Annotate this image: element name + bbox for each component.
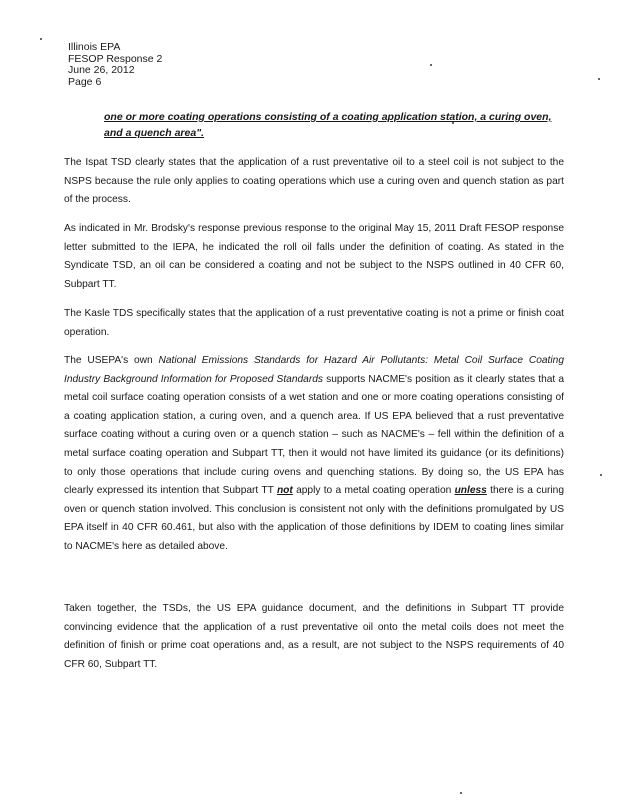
- p4-emphasis-not: not: [276, 485, 293, 497]
- p4-text-c: apply to a metal coating operation: [292, 485, 455, 497]
- p4-emphasis-unless: unless: [454, 485, 487, 497]
- scan-speck: [600, 474, 602, 476]
- header-page-number: Page 6: [68, 75, 102, 88]
- paragraph-usepa-guidance: [64, 352, 564, 557]
- paragraph-brodsky-response: As indicated in Mr. Brodsky's response previous response to the original May 15, 2011 Draft FESOP response letter submitted to the IEPA, he indicated the roll oil falls under the definition of coating. As stated in the Syndicate TSD, an oil can be considered a coating and not be subject to the NSPS outlined in 40 CFR 60, Subpart TT.: [64, 223, 564, 290]
- paragraph-kasle-tds: The Kasle TDS specifically states that the application of a rust preventative coating is not a prime or finish coat operation.: [64, 308, 564, 338]
- scan-speck: [598, 78, 600, 80]
- p4-text-d: there is a curing oven or quench station involved. This conclusion is consistent not only with the definitions promulgated by US EPA itself in 40 CFR 60.461, but also with the application of those definitions by IDEM to coating lines similar to NACME's here as detailed above.: [64, 485, 565, 552]
- quoted-definition: one or more coating operations consisting of a coating application station, a curing oven, and a quench area".: [104, 111, 552, 139]
- paragraph-conclusion: Taken together, the TSDs, the US EPA guidance document, and the definitions in Subpart TT provide convincing evidence that the application of a rust preventative oil onto the metal coils does not meet the definition of finish or prime coat operations and, as a result, are not subject to the NSPS requirements of 40 CFR 60, Subpart TT.: [64, 603, 564, 670]
- p4-text-a: The USEPA's own: [64, 355, 159, 366]
- scan-speck: [40, 38, 42, 40]
- p4-text-b: supports NACME's position as it clearly states that a metal coil surface coating operation consists of a wet station and one or more coating operations consisting of a coating application station, a curing oven, and a quench area. If US EPA believed that a rust preventative surface coating without a curing oven or a quench station – such as NACME's – fell within the definition of a metal surface coating operation and Subpart TT, then it would not have limited its guidance (or its definitions) to only those operations that include curing ovens and quenching stations. By doing so, the US EPA has clearly expressed its intention that Subpart TT: [64, 373, 565, 497]
- header-subject: FESOP Response 2: [68, 52, 163, 65]
- scan-speck: [430, 64, 432, 66]
- header-recipient: Illinois EPA: [68, 41, 121, 53]
- p4-document-title: National Emissions Standards for Hazard Air Pollutants: Metal Coil Surface Coating Industry Background Information for Proposed Standards: [64, 355, 564, 385]
- letter-header: [68, 42, 162, 88]
- paragraph-ispat-tsd: The Ispat TSD clearly states that the application of a rust preventative oil to a steel coil is not subject to the NSPS because the rule only applies to coating operations which use a curing oven and quench station as part of the process.: [64, 157, 564, 206]
- scan-speck: [460, 792, 462, 794]
- header-date: June 26, 2012: [68, 64, 135, 76]
